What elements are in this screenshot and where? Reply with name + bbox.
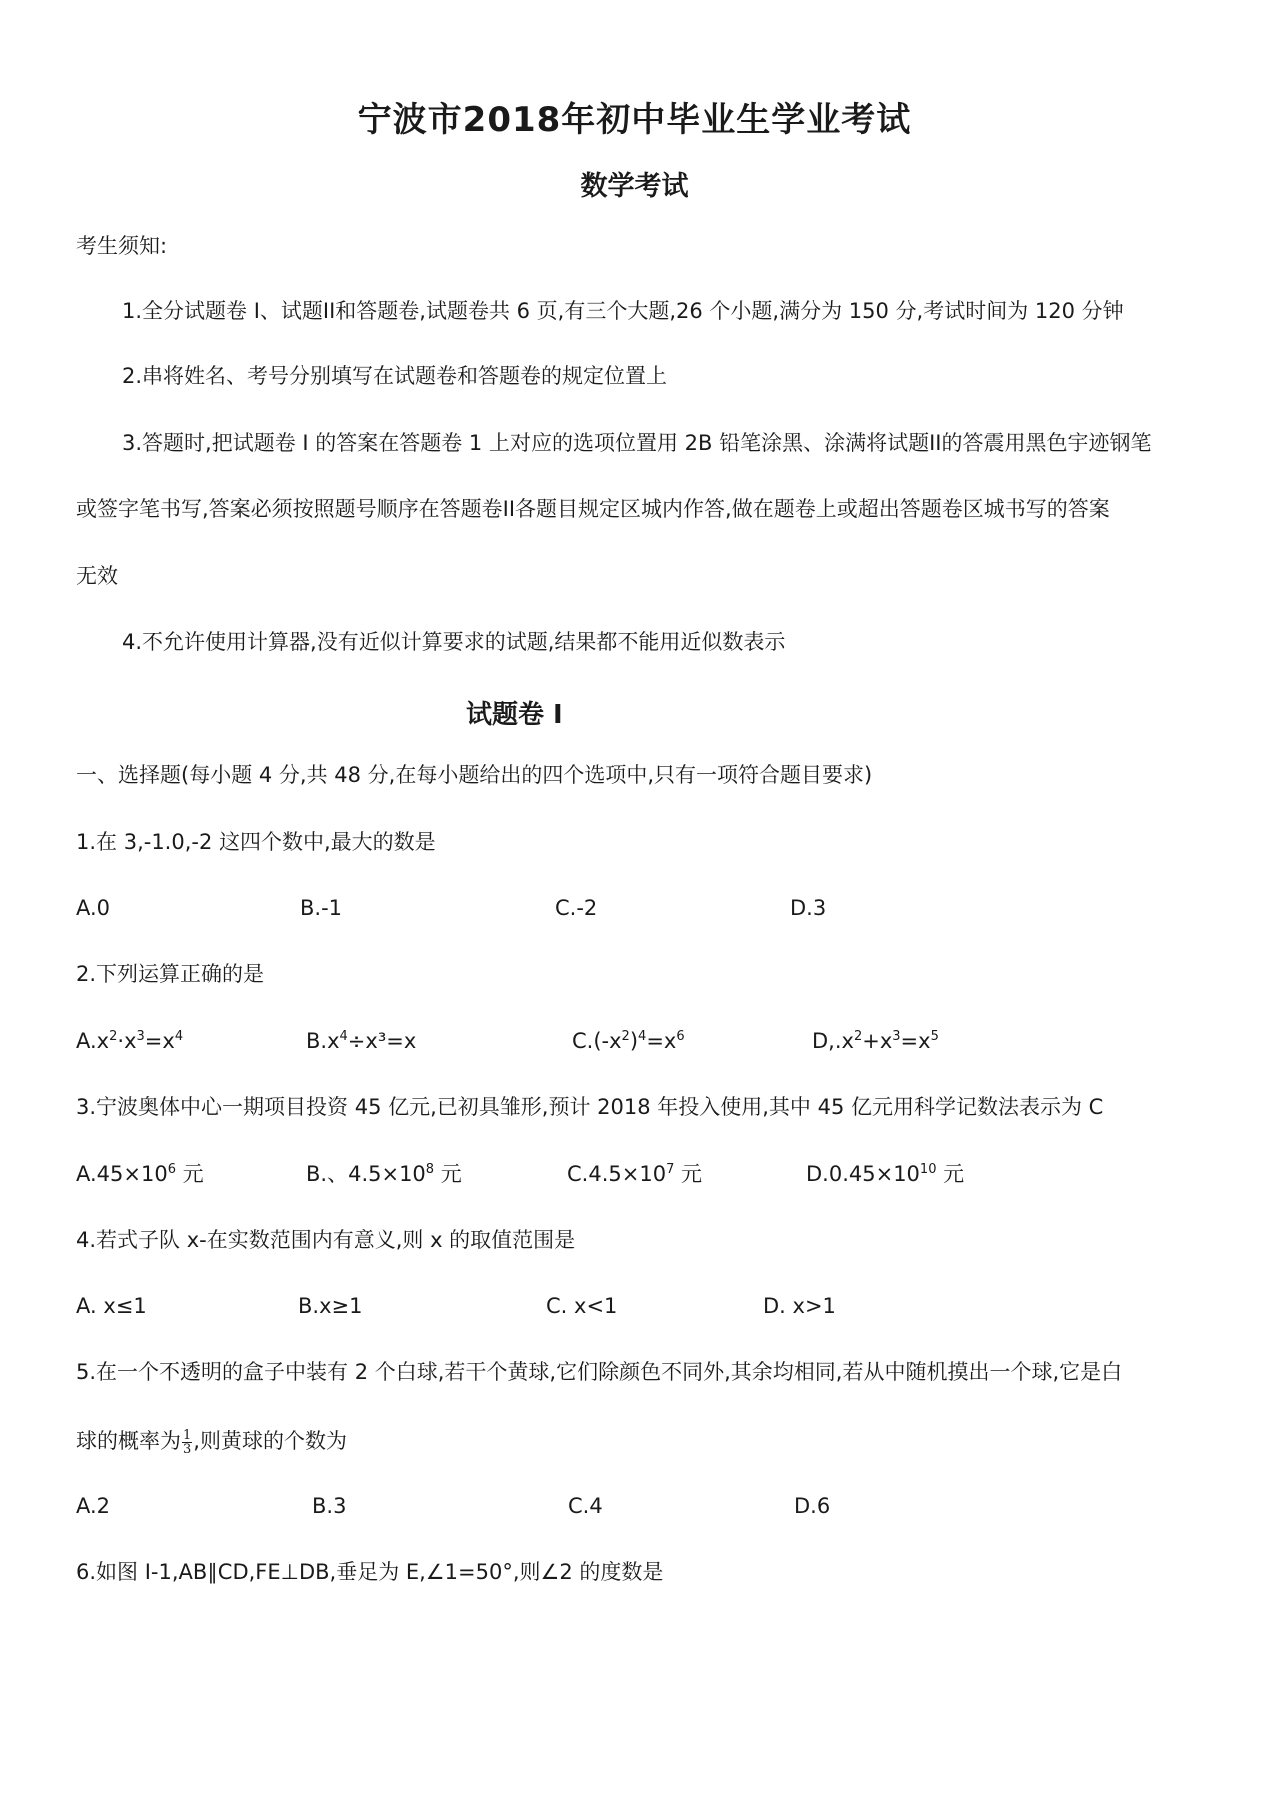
notice-item-4: 4.不允许使用计算器,没有近似计算要求的试题,结果都不能用近似数表示: [122, 630, 786, 654]
question-1-option-d: D.3: [790, 896, 827, 920]
section-title: 试题卷 I: [466, 700, 563, 730]
question-3-option-d: $D.0.45\times 10^{10}$ 元: [806, 1162, 965, 1186]
page-title: 宁波市2018年初中毕业生学业考试: [357, 100, 912, 140]
question-5-stem-line-1: 5.在一个不透明的盒子中装有 2 个白球,若干个黄球,它们除颜色不同外,其余均相同,若从中随机摸出一个球,它是白: [76, 1360, 1123, 1384]
question-1-stem: 1.在 3,-1.0,-2 这四个数中,最大的数是: [76, 830, 436, 854]
notice-item-1: 1.全分试题卷 I、试题II和答题卷,试题卷共 6 页,有三个大题,26 个小题,满分为 150 分,考试时间为 120 分钟: [122, 299, 1124, 323]
question-5-stem-line-2: 球的概率为 $\frac{1}{3}$ ,则黄球的个数为: [76, 1427, 347, 1457]
question-5-option-a: A.2: [76, 1494, 111, 1518]
question-1-option-b: B.-1: [300, 896, 343, 920]
question-3-option-c: $C.4.5\times 10^7$ 元: [567, 1162, 703, 1186]
question-4-stem: 4.若式子队 x-在实数范围内有意义,则 x 的取值范围是: [76, 1228, 576, 1252]
question-5-option-b: B.3: [312, 1494, 347, 1518]
question-2-option-d: $D,.x^2+x^3=x^5$: [812, 1029, 939, 1053]
question-3-option-a: $A.45\times 10^6$ 元: [76, 1162, 204, 1186]
notice-heading: 考生须知:: [76, 234, 168, 258]
question-5-option-d: D.6: [794, 1494, 831, 1518]
notice-item-3-line-1: 3.答题时,把试题卷 I 的答案在答题卷 1 上对应的选项位置用 2B 铅笔涂黑、涂满将试题II的答震用黑色宇迹钢笔: [122, 431, 1152, 455]
question-2-option-b: $B.x^4\div x^3=x$: [306, 1029, 417, 1053]
question-2-stem: 2.下列运算正确的是: [76, 962, 265, 986]
question-3-option-b: B.、$4.5\times 10^8$ 元: [306, 1162, 462, 1186]
page-subtitle: 数学考试: [580, 171, 689, 202]
notice-item-3-line-3: 无效: [76, 564, 118, 588]
question-6-stem: 6.如图 I-1,AB∥CD,FE⊥DB,垂足为 E,∠1=50°,则∠2 的度数是: [76, 1560, 664, 1584]
fraction-one-third: $\frac{1}{3}$: [183, 1427, 192, 1457]
question-1-option-a: A.0: [76, 896, 111, 920]
question-4-option-a: A. x≤1: [76, 1294, 147, 1318]
question-2-option-a: $A.x^2\cdot x^3=x^4$: [76, 1029, 184, 1053]
notice-item-2: 2.串将姓名、考号分别填写在试题卷和答题卷的规定位置上: [122, 364, 668, 388]
question-4-option-b: B.x≥1: [298, 1294, 363, 1318]
section-instructions: 一、选择题(每小题 4 分,共 48 分,在每小题给出的四个选项中,只有一项符合题目要求): [76, 763, 873, 787]
question-4-option-c: C. x<1: [546, 1294, 618, 1318]
question-1-option-c: C.-2: [555, 896, 598, 920]
question-4-option-d: D. x>1: [763, 1294, 836, 1318]
notice-item-3-line-2: 或签字笔书写,答案必须按照题号顺序在答题卷II各题目规定区城内作答,做在题卷上或超出答题卷区城书写的答案: [76, 497, 1110, 521]
question-2-option-c: $C.(-x^2)^4=x^6$: [572, 1029, 685, 1053]
question-5-option-c: C.4: [568, 1494, 603, 1518]
question-3-stem: 3.宁波奥体中心一期项目投资 45 亿元,已初具雏形,预计 2018 年投入使用,其中 45 亿元用科学记数法表示为 C: [76, 1095, 1104, 1119]
